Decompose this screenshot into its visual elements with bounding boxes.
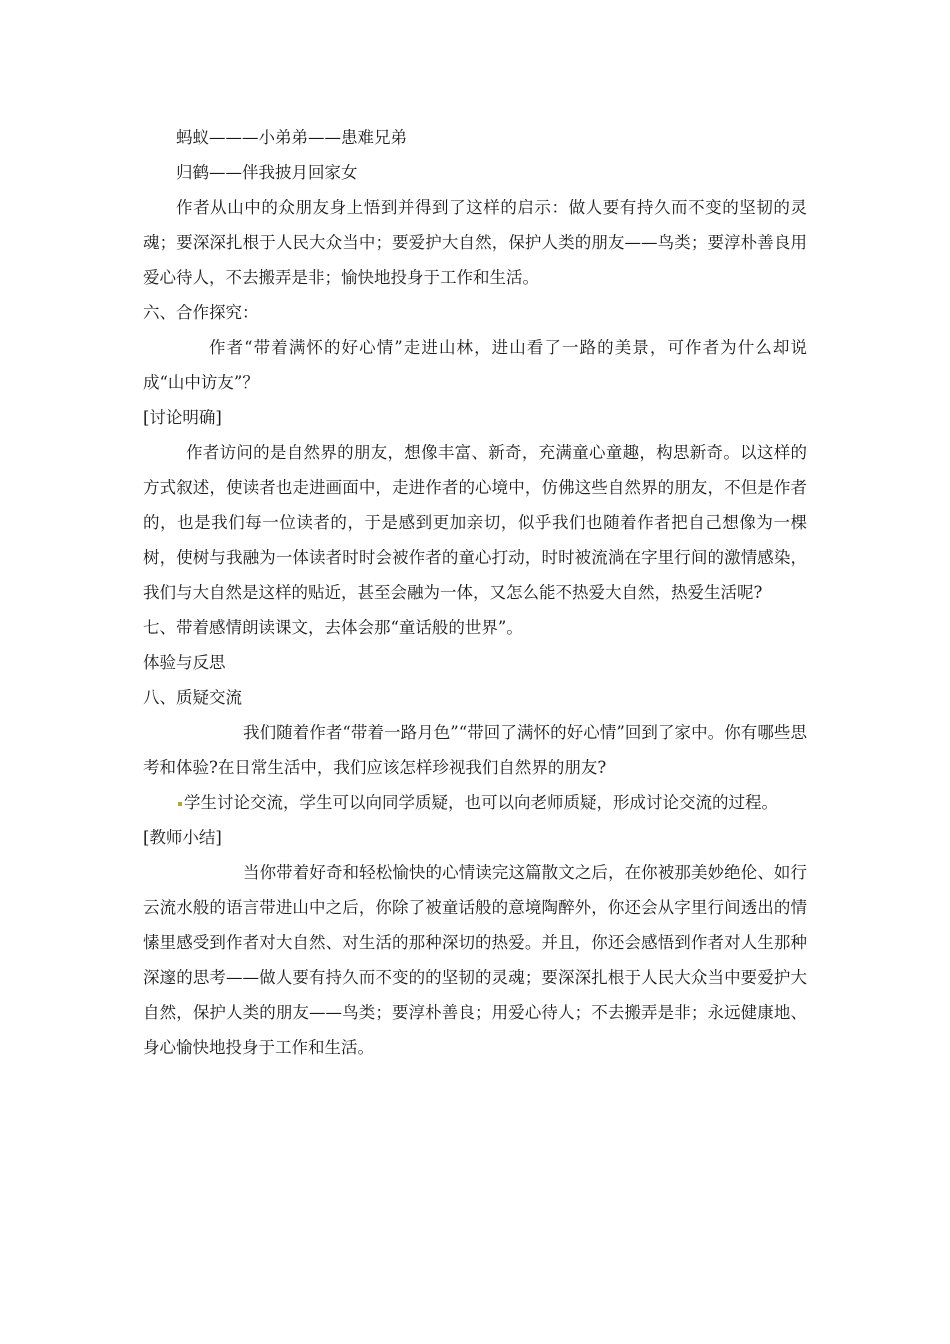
label-teacher-summary: [教师小结] <box>143 828 222 847</box>
paragraph-summary: 当你带着好奇和轻松愉快的心情读完这篇散文之后，在你被那美妙绝伦、如行云流水般的语言带进山中之后，你除了被童话般的意境陶醉外，你还会从字里行间透出的情愫里感受到作者对大自然、对生活的那种深切的热爱。并且，你还会感悟到作者对人生那种深邃的思考——做人要有持久而不变的的坚韧的灵魂；要深深扎根于人民大众当中要爱护大自然，保护人类的朋友——鸟类；要淳朴善良；用爱心待人；不去搬弄是非；永远健康地、身心愉快地投身于工作和生活。 <box>143 863 807 1057</box>
line-crane: 归鹤——伴我披月回家女 <box>176 163 358 182</box>
bullet-mark-icon <box>178 802 182 806</box>
paragraph-reflect: 我们随着作者“带着一路月色”“带回了满怀的好心情”回到了家中。你有哪些思考和体验?在日常生活中，我们应该怎样珍视我们自然界的朋友? <box>143 723 807 777</box>
document-body <box>143 120 807 1065</box>
paragraph-students <box>143 785 807 820</box>
heading-questioning: 八、质疑交流 <box>143 688 242 707</box>
label-discussion: [讨论明确] <box>143 408 222 427</box>
heading-cooperative-inquiry: 六、合作探究： <box>143 303 259 322</box>
paragraph-discussion: 作者访问的是自然界的朋友，想像丰富、新奇，充满童心童趣，构思新奇。以这样的方式叙述，使读者也走进画面中，走进作者的心境中，仿佛这些自然界的朋友，不但是作者的，也是我们每一位读者的，于是感到更加亲切，似乎我们也随着作者把自己想像为一棵树，使树与我融为一体读者时时会被作者的童心打动，时时被流淌在字里行间的激情感染，我们与大自然是这样的贴近，甚至会融为一体，又怎么能不热爱大自然，热爱生活呢? <box>143 443 807 602</box>
paragraph-question: 作者“带着满怀的好心情”走进山林，进山看了一路的美景，可作者为什么却说成“山中访友”？ <box>143 338 807 392</box>
heading-experience: 体验与反思 <box>143 653 226 672</box>
heading-read-aloud: 七、带着感情朗读课文，去体会那“童话般的世界”。 <box>143 618 523 637</box>
paragraph-insight: 作者从山中的众朋友身上悟到并得到了这样的启示：做人要有持久而不变的坚韧的灵魂；要深深扎根于人民大众当中；要爱护大自然，保护人类的朋友——鸟类；要淳朴善良用爱心待人，不去搬弄是非；愉快地投身于工作和生活。 <box>143 198 807 287</box>
line-ant: 蚂蚁———小弟弟——患难兄弟 <box>176 128 407 147</box>
paragraph-students-text: 学生讨论交流，学生可以向同学质疑，也可以向老师质疑，形成讨论交流的过程。 <box>184 793 778 812</box>
